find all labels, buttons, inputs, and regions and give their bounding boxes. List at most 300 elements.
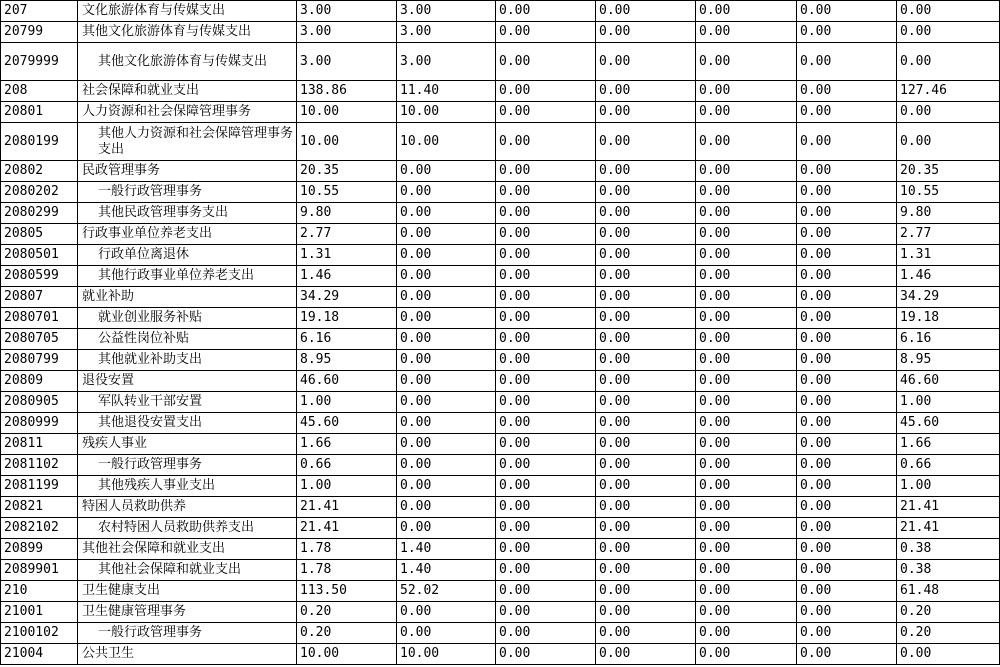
amount-cell: 0.00 xyxy=(596,203,696,224)
amount-cell: 0.00 xyxy=(496,497,596,518)
amount-cell: 0.00 xyxy=(496,518,596,539)
table-row xyxy=(1,224,1000,245)
amount-cell: 0.00 xyxy=(596,43,696,81)
amount-cell: 10.55 xyxy=(297,182,397,203)
amount-cell: 0.00 xyxy=(797,644,897,665)
subject-code-cell: 2080199 xyxy=(1,123,78,161)
subject-name-cell: 其他社会保障和就业支出 xyxy=(78,560,297,581)
amount-cell: 0.00 xyxy=(596,266,696,287)
amount-cell: 0.66 xyxy=(297,455,397,476)
table-row xyxy=(1,161,1000,182)
amount-cell: 0.20 xyxy=(897,602,1000,623)
amount-cell: 0.00 xyxy=(696,102,797,123)
table-row xyxy=(1,539,1000,560)
table-row xyxy=(1,329,1000,350)
amount-cell: 9.80 xyxy=(297,203,397,224)
table-row xyxy=(1,350,1000,371)
subject-code-cell: 20809 xyxy=(1,371,78,392)
amount-cell: 0.00 xyxy=(496,644,596,665)
amount-cell: 0.00 xyxy=(496,413,596,434)
amount-cell: 0.20 xyxy=(297,602,397,623)
subject-name-cell: 一般行政管理事务 xyxy=(78,182,297,203)
subject-name-cell: 其他民政管理事务支出 xyxy=(78,203,297,224)
amount-cell: 0.00 xyxy=(797,476,897,497)
subject-name-cell: 就业创业服务补贴 xyxy=(78,308,297,329)
amount-cell: 6.16 xyxy=(297,329,397,350)
table-row xyxy=(1,287,1000,308)
amount-cell: 21.41 xyxy=(897,497,1000,518)
amount-cell: 0.00 xyxy=(496,560,596,581)
table-row xyxy=(1,203,1000,224)
amount-cell: 0.00 xyxy=(496,308,596,329)
amount-cell: 21.41 xyxy=(897,518,1000,539)
subject-code-cell: 2080299 xyxy=(1,203,78,224)
amount-cell: 0.00 xyxy=(696,455,797,476)
subject-name-cell: 就业补助 xyxy=(78,287,297,308)
amount-cell: 0.00 xyxy=(696,623,797,644)
amount-cell: 10.00 xyxy=(297,123,397,161)
subject-name-cell: 军队转业干部安置 xyxy=(78,392,297,413)
amount-cell: 0.00 xyxy=(797,245,897,266)
amount-cell: 0.00 xyxy=(797,518,897,539)
amount-cell: 0.00 xyxy=(397,476,496,497)
amount-cell: 0.00 xyxy=(596,245,696,266)
subject-code-cell: 2080501 xyxy=(1,245,78,266)
amount-cell: 0.00 xyxy=(496,581,596,602)
amount-cell: 0.00 xyxy=(797,1,897,22)
subject-code-cell: 208 xyxy=(1,81,78,102)
amount-cell: 0.00 xyxy=(696,203,797,224)
subject-name-cell: 民政管理事务 xyxy=(78,161,297,182)
amount-cell: 0.00 xyxy=(397,434,496,455)
amount-cell: 1.46 xyxy=(297,266,397,287)
amount-cell: 0.00 xyxy=(696,182,797,203)
amount-cell: 20.35 xyxy=(297,161,397,182)
subject-name-cell: 其他行政事业单位养老支出 xyxy=(78,266,297,287)
amount-cell: 0.00 xyxy=(496,602,596,623)
amount-cell: 3.00 xyxy=(297,43,397,81)
amount-cell: 0.00 xyxy=(696,161,797,182)
amount-cell: 3.00 xyxy=(297,1,397,22)
amount-cell: 0.00 xyxy=(696,434,797,455)
subject-code-cell: 2082102 xyxy=(1,518,78,539)
amount-cell: 0.00 xyxy=(397,518,496,539)
amount-cell: 1.46 xyxy=(897,266,1000,287)
amount-cell: 11.40 xyxy=(397,81,496,102)
subject-name-cell: 残疾人事业 xyxy=(78,434,297,455)
amount-cell: 0.00 xyxy=(897,102,1000,123)
amount-cell: 2.77 xyxy=(897,224,1000,245)
amount-cell: 61.48 xyxy=(897,581,1000,602)
amount-cell: 46.60 xyxy=(297,371,397,392)
amount-cell: 0.00 xyxy=(897,644,1000,665)
table-row xyxy=(1,581,1000,602)
amount-cell: 8.95 xyxy=(297,350,397,371)
amount-cell: 0.00 xyxy=(897,123,1000,161)
amount-cell: 10.00 xyxy=(397,102,496,123)
amount-cell: 0.00 xyxy=(596,476,696,497)
subject-code-cell: 21001 xyxy=(1,602,78,623)
amount-cell: 52.02 xyxy=(397,581,496,602)
amount-cell: 0.00 xyxy=(797,308,897,329)
subject-code-cell: 2080905 xyxy=(1,392,78,413)
amount-cell: 34.29 xyxy=(897,287,1000,308)
amount-cell: 0.00 xyxy=(797,287,897,308)
subject-name-cell: 其他文化旅游体育与传媒支出 xyxy=(78,43,297,81)
amount-cell: 0.00 xyxy=(397,287,496,308)
subject-name-cell: 卫生健康管理事务 xyxy=(78,602,297,623)
amount-cell: 0.00 xyxy=(897,1,1000,22)
amount-cell: 3.00 xyxy=(397,43,496,81)
amount-cell: 0.00 xyxy=(797,560,897,581)
amount-cell: 1.78 xyxy=(297,560,397,581)
table-row xyxy=(1,81,1000,102)
amount-cell: 21.41 xyxy=(297,497,397,518)
amount-cell: 0.00 xyxy=(496,371,596,392)
amount-cell: 0.00 xyxy=(496,1,596,22)
table-row xyxy=(1,623,1000,644)
table-row xyxy=(1,644,1000,665)
table-row xyxy=(1,371,1000,392)
amount-cell: 1.66 xyxy=(897,434,1000,455)
amount-cell: 1.31 xyxy=(897,245,1000,266)
subject-name-cell: 一般行政管理事务 xyxy=(78,623,297,644)
subject-code-cell: 20802 xyxy=(1,161,78,182)
amount-cell: 0.00 xyxy=(397,266,496,287)
amount-cell: 0.00 xyxy=(596,560,696,581)
amount-cell: 0.00 xyxy=(797,539,897,560)
amount-cell: 0.00 xyxy=(596,455,696,476)
subject-name-cell: 其他残疾人事业支出 xyxy=(78,476,297,497)
amount-cell: 0.00 xyxy=(397,224,496,245)
subject-name-cell: 一般行政管理事务 xyxy=(78,455,297,476)
table-row xyxy=(1,560,1000,581)
amount-cell: 0.00 xyxy=(696,22,797,43)
amount-cell: 0.00 xyxy=(596,161,696,182)
amount-cell: 0.00 xyxy=(496,329,596,350)
amount-cell: 21.41 xyxy=(297,518,397,539)
amount-cell: 0.00 xyxy=(696,43,797,81)
subject-name-cell: 人力资源和社会保障管理事务 xyxy=(78,102,297,123)
amount-cell: 0.00 xyxy=(596,182,696,203)
table-row xyxy=(1,123,1000,161)
amount-cell: 0.00 xyxy=(696,329,797,350)
amount-cell: 1.40 xyxy=(397,560,496,581)
amount-cell: 127.46 xyxy=(897,81,1000,102)
amount-cell: 0.00 xyxy=(696,350,797,371)
subject-code-cell: 207 xyxy=(1,1,78,22)
subject-code-cell: 2080599 xyxy=(1,266,78,287)
amount-cell: 0.00 xyxy=(496,350,596,371)
amount-cell: 0.00 xyxy=(397,497,496,518)
table-row xyxy=(1,1,1000,22)
subject-code-cell: 2100102 xyxy=(1,623,78,644)
amount-cell: 0.00 xyxy=(496,623,596,644)
amount-cell: 0.00 xyxy=(496,476,596,497)
amount-cell: 0.00 xyxy=(596,539,696,560)
amount-cell: 0.00 xyxy=(797,392,897,413)
amount-cell: 0.00 xyxy=(397,161,496,182)
amount-cell: 0.00 xyxy=(797,203,897,224)
amount-cell: 1.78 xyxy=(297,539,397,560)
amount-cell: 0.00 xyxy=(696,266,797,287)
amount-cell: 0.00 xyxy=(596,392,696,413)
amount-cell: 0.00 xyxy=(797,81,897,102)
subject-name-cell: 社会保障和就业支出 xyxy=(78,81,297,102)
amount-cell: 0.00 xyxy=(596,644,696,665)
amount-cell: 0.00 xyxy=(496,182,596,203)
amount-cell: 0.00 xyxy=(696,602,797,623)
subject-code-cell: 2081199 xyxy=(1,476,78,497)
subject-name-cell: 其他文化旅游体育与传媒支出 xyxy=(78,22,297,43)
amount-cell: 0.00 xyxy=(397,245,496,266)
amount-cell: 0.00 xyxy=(397,350,496,371)
amount-cell: 0.00 xyxy=(596,602,696,623)
subject-name-cell: 特困人员救助供养 xyxy=(78,497,297,518)
amount-cell: 34.29 xyxy=(297,287,397,308)
subject-code-cell: 2080999 xyxy=(1,413,78,434)
amount-cell: 0.00 xyxy=(496,287,596,308)
amount-cell: 0.00 xyxy=(797,434,897,455)
subject-code-cell: 210 xyxy=(1,581,78,602)
table-row xyxy=(1,102,1000,123)
amount-cell: 19.18 xyxy=(297,308,397,329)
amount-cell: 0.00 xyxy=(596,287,696,308)
amount-cell: 0.00 xyxy=(696,308,797,329)
amount-cell: 1.66 xyxy=(297,434,397,455)
amount-cell: 0.00 xyxy=(397,371,496,392)
amount-cell: 2.77 xyxy=(297,224,397,245)
amount-cell: 0.00 xyxy=(496,539,596,560)
amount-cell: 0.00 xyxy=(596,81,696,102)
subject-code-cell: 2080705 xyxy=(1,329,78,350)
amount-cell: 0.00 xyxy=(596,350,696,371)
amount-cell: 20.35 xyxy=(897,161,1000,182)
table-row xyxy=(1,182,1000,203)
amount-cell: 0.00 xyxy=(596,497,696,518)
amount-cell: 0.00 xyxy=(496,434,596,455)
subject-code-cell: 20801 xyxy=(1,102,78,123)
amount-cell: 3.00 xyxy=(297,22,397,43)
amount-cell: 0.00 xyxy=(797,123,897,161)
table-row xyxy=(1,434,1000,455)
amount-cell: 10.00 xyxy=(397,123,496,161)
table-row xyxy=(1,518,1000,539)
table-body xyxy=(1,1,1000,665)
subject-code-cell: 2080799 xyxy=(1,350,78,371)
amount-cell: 1.40 xyxy=(397,539,496,560)
amount-cell: 0.00 xyxy=(797,182,897,203)
amount-cell: 0.20 xyxy=(297,623,397,644)
amount-cell: 0.00 xyxy=(797,581,897,602)
subject-name-cell: 行政事业单位养老支出 xyxy=(78,224,297,245)
amount-cell: 10.00 xyxy=(297,644,397,665)
subject-name-cell: 文化旅游体育与传媒支出 xyxy=(78,1,297,22)
amount-cell: 0.00 xyxy=(496,161,596,182)
amount-cell: 9.80 xyxy=(897,203,1000,224)
table-row xyxy=(1,455,1000,476)
amount-cell: 0.00 xyxy=(797,102,897,123)
amount-cell: 0.00 xyxy=(397,308,496,329)
amount-cell: 0.38 xyxy=(897,539,1000,560)
amount-cell: 0.00 xyxy=(496,22,596,43)
amount-cell: 0.00 xyxy=(397,182,496,203)
amount-cell: 0.00 xyxy=(797,602,897,623)
amount-cell: 0.00 xyxy=(696,476,797,497)
amount-cell: 0.00 xyxy=(496,203,596,224)
amount-cell: 0.00 xyxy=(696,287,797,308)
amount-cell: 45.60 xyxy=(297,413,397,434)
table-row xyxy=(1,476,1000,497)
subject-name-cell: 其他社会保障和就业支出 xyxy=(78,539,297,560)
subject-name-cell: 公共卫生 xyxy=(78,644,297,665)
amount-cell: 1.31 xyxy=(297,245,397,266)
subject-code-cell: 20799 xyxy=(1,22,78,43)
subject-code-cell: 20821 xyxy=(1,497,78,518)
amount-cell: 0.00 xyxy=(696,413,797,434)
amount-cell: 0.00 xyxy=(797,413,897,434)
amount-cell: 3.00 xyxy=(397,1,496,22)
amount-cell: 0.20 xyxy=(897,623,1000,644)
subject-name-cell: 其他就业补助支出 xyxy=(78,350,297,371)
amount-cell: 0.00 xyxy=(596,224,696,245)
subject-code-cell: 2081102 xyxy=(1,455,78,476)
subject-name-cell: 其他退役安置支出 xyxy=(78,413,297,434)
amount-cell: 0.00 xyxy=(496,245,596,266)
subject-code-cell: 2080202 xyxy=(1,182,78,203)
amount-cell: 19.18 xyxy=(897,308,1000,329)
amount-cell: 0.00 xyxy=(797,350,897,371)
amount-cell: 0.00 xyxy=(696,224,797,245)
amount-cell: 0.00 xyxy=(797,497,897,518)
amount-cell: 6.16 xyxy=(897,329,1000,350)
amount-cell: 1.00 xyxy=(897,476,1000,497)
subject-name-cell: 其他人力资源和社会保障管理事务支出 xyxy=(78,123,297,161)
amount-cell: 0.00 xyxy=(496,81,596,102)
table-row xyxy=(1,413,1000,434)
subject-code-cell: 2080701 xyxy=(1,308,78,329)
amount-cell: 0.00 xyxy=(397,455,496,476)
amount-cell: 138.86 xyxy=(297,81,397,102)
amount-cell: 0.00 xyxy=(696,245,797,266)
amount-cell: 0.00 xyxy=(496,224,596,245)
subject-code-cell: 20811 xyxy=(1,434,78,455)
amount-cell: 0.00 xyxy=(897,43,1000,81)
amount-cell: 0.66 xyxy=(897,455,1000,476)
amount-cell: 0.00 xyxy=(596,371,696,392)
amount-cell: 0.00 xyxy=(696,497,797,518)
amount-cell: 0.00 xyxy=(496,123,596,161)
subject-name-cell: 退役安置 xyxy=(78,371,297,392)
amount-cell: 0.00 xyxy=(496,392,596,413)
amount-cell: 113.50 xyxy=(297,581,397,602)
amount-cell: 0.00 xyxy=(596,1,696,22)
amount-cell: 0.00 xyxy=(596,102,696,123)
amount-cell: 0.00 xyxy=(596,518,696,539)
amount-cell: 0.00 xyxy=(496,266,596,287)
subject-name-cell: 农村特困人员救助供养支出 xyxy=(78,518,297,539)
table-row xyxy=(1,245,1000,266)
amount-cell: 0.00 xyxy=(797,22,897,43)
amount-cell: 0.00 xyxy=(696,518,797,539)
amount-cell: 1.00 xyxy=(897,392,1000,413)
amount-cell: 0.00 xyxy=(596,329,696,350)
table-row xyxy=(1,497,1000,518)
amount-cell: 0.00 xyxy=(696,560,797,581)
amount-cell: 0.00 xyxy=(797,329,897,350)
subject-name-cell: 公益性岗位补贴 xyxy=(78,329,297,350)
amount-cell: 0.00 xyxy=(596,413,696,434)
amount-cell: 0.00 xyxy=(797,224,897,245)
subject-code-cell: 2089901 xyxy=(1,560,78,581)
amount-cell: 0.00 xyxy=(696,581,797,602)
subject-code-cell: 2079999 xyxy=(1,43,78,81)
amount-cell: 0.00 xyxy=(696,644,797,665)
amount-cell: 1.00 xyxy=(297,392,397,413)
table-row xyxy=(1,392,1000,413)
amount-cell: 0.00 xyxy=(596,623,696,644)
amount-cell: 0.00 xyxy=(397,413,496,434)
amount-cell: 46.60 xyxy=(897,371,1000,392)
amount-cell: 0.00 xyxy=(897,22,1000,43)
subject-code-cell: 20805 xyxy=(1,224,78,245)
table-row xyxy=(1,43,1000,81)
amount-cell: 0.00 xyxy=(797,43,897,81)
amount-cell: 0.00 xyxy=(696,392,797,413)
amount-cell: 0.00 xyxy=(797,623,897,644)
amount-cell: 0.00 xyxy=(397,203,496,224)
table-row xyxy=(1,22,1000,43)
amount-cell: 0.00 xyxy=(596,581,696,602)
subject-name-cell: 行政单位离退休 xyxy=(78,245,297,266)
amount-cell: 0.00 xyxy=(797,161,897,182)
amount-cell: 0.00 xyxy=(596,434,696,455)
amount-cell: 0.00 xyxy=(397,623,496,644)
amount-cell: 10.00 xyxy=(397,644,496,665)
amount-cell: 0.00 xyxy=(696,371,797,392)
table-row xyxy=(1,266,1000,287)
amount-cell: 0.00 xyxy=(696,123,797,161)
amount-cell: 3.00 xyxy=(397,22,496,43)
amount-cell: 10.55 xyxy=(897,182,1000,203)
amount-cell: 1.00 xyxy=(297,476,397,497)
amount-cell: 0.00 xyxy=(696,81,797,102)
amount-cell: 0.00 xyxy=(797,455,897,476)
subject-code-cell: 20899 xyxy=(1,539,78,560)
amount-cell: 0.38 xyxy=(897,560,1000,581)
amount-cell: 0.00 xyxy=(797,371,897,392)
amount-cell: 45.60 xyxy=(897,413,1000,434)
subject-name-cell: 卫生健康支出 xyxy=(78,581,297,602)
amount-cell: 0.00 xyxy=(496,43,596,81)
amount-cell: 0.00 xyxy=(596,308,696,329)
subject-code-cell: 20807 xyxy=(1,287,78,308)
amount-cell: 0.00 xyxy=(496,455,596,476)
subject-code-cell: 21004 xyxy=(1,644,78,665)
amount-cell: 8.95 xyxy=(897,350,1000,371)
amount-cell: 0.00 xyxy=(397,329,496,350)
table-row xyxy=(1,602,1000,623)
amount-cell: 0.00 xyxy=(596,123,696,161)
amount-cell: 10.00 xyxy=(297,102,397,123)
amount-cell: 0.00 xyxy=(696,539,797,560)
amount-cell: 0.00 xyxy=(397,392,496,413)
amount-cell: 0.00 xyxy=(797,266,897,287)
table-row xyxy=(1,308,1000,329)
amount-cell: 0.00 xyxy=(496,102,596,123)
amount-cell: 0.00 xyxy=(596,22,696,43)
amount-cell: 0.00 xyxy=(696,1,797,22)
